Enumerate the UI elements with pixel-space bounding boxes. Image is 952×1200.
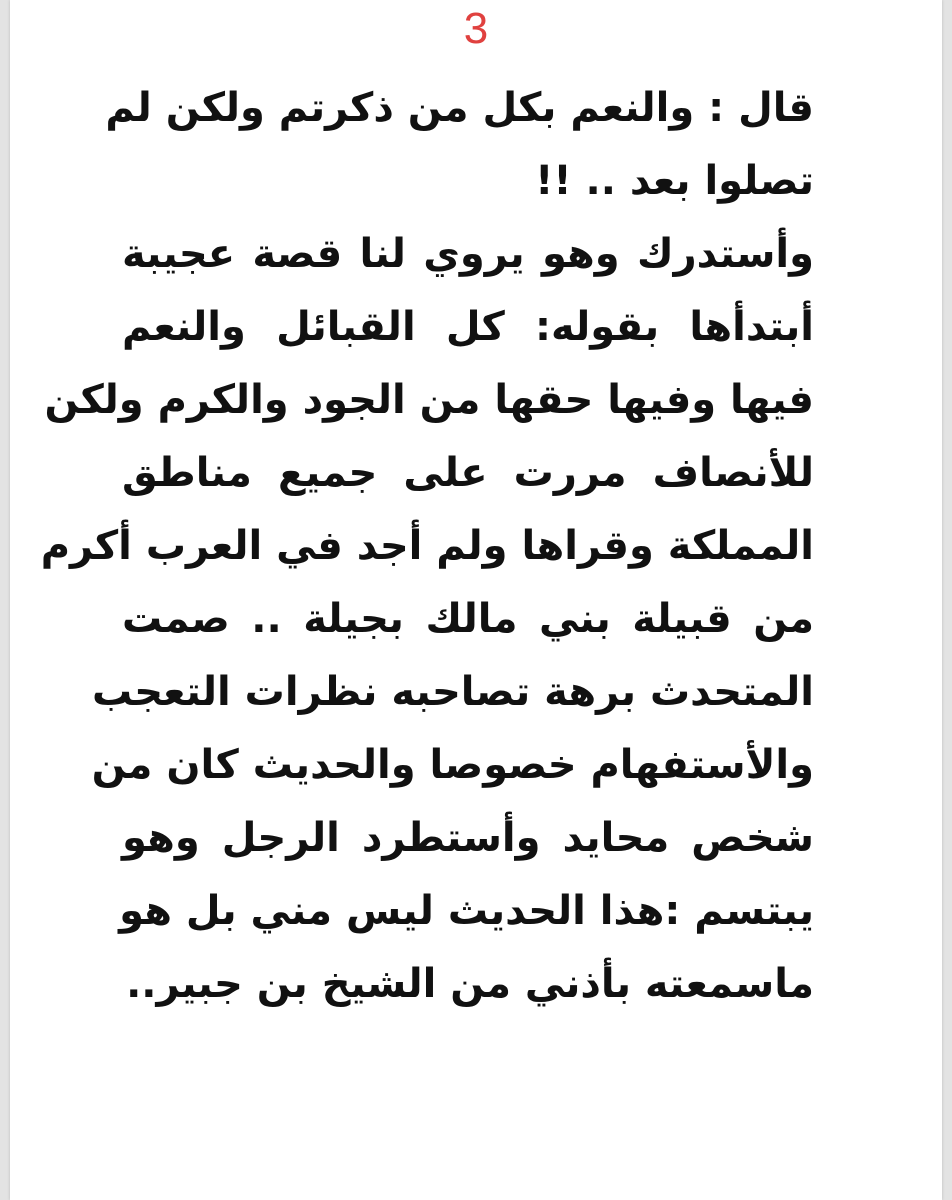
text-line: المتحدث برهة تصاحبه نظرات التعجب — [91, 669, 814, 715]
body-text — [40, 72, 814, 1021]
text-line: فيها وفيها حقها من الجود والكرم ولكن — [44, 377, 814, 423]
text-line: وأستدرك وهو يروي لنا قصة عجيبة — [122, 231, 814, 277]
text-line: أبتدأها بقوله: كل القبائل والنعم — [122, 304, 814, 350]
text-line: من قبيلة بني مالك بجيلة .. صمت — [122, 596, 814, 642]
text-line: والأستفهام خصوصا والحديث كان من — [91, 742, 814, 788]
text-line: يبتسم :هذا الحديث ليس مني بل هو — [119, 888, 814, 934]
text-line: تصلوا بعد .. !! — [535, 158, 814, 204]
text-line: ماسمعته بأذني من الشيخ بن جبير.. — [126, 961, 814, 1007]
text-line: قال : والنعم بكل من ذكرتم ولكن لم — [105, 85, 814, 131]
text-line: المملكة وقراها ولم أجد في العرب أكرم — [40, 523, 814, 569]
page-number: 3 — [463, 4, 489, 53]
text-line: شخص محايد وأستطرد الرجل وهو — [122, 815, 814, 861]
text-line: للأنصاف مررت على جميع مناطق — [122, 450, 814, 496]
document-page — [10, 0, 942, 1200]
